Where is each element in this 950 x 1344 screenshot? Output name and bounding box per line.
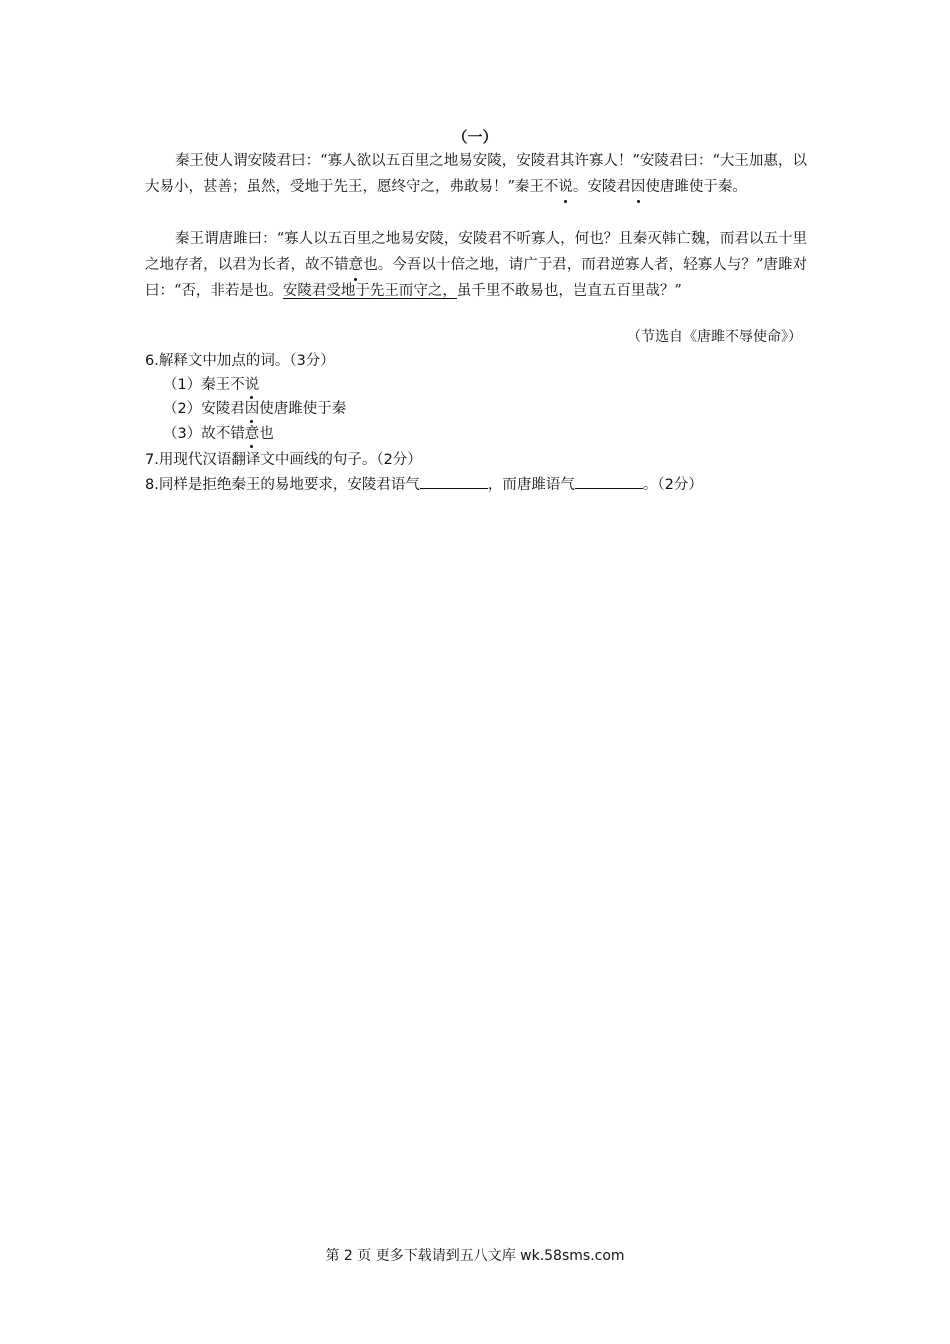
- question-8-text-b: ，而唐雎语气: [487, 477, 575, 493]
- dotted-word-yin: 因: [631, 174, 646, 200]
- question-8-text-a: 8.同样是拒绝秦王的易地要求，安陵君语气: [145, 477, 420, 493]
- question-6-item-1: [163, 374, 259, 396]
- para2-text-a: 秦王谓唐雎曰：“寡人以五百里之地易安陵，安陵君不听寡人，何也？且秦灭韩亡魏，而君以五十里之地存者，以君为长者，故不错: [145, 231, 807, 273]
- source-citation: （节选自《唐雎不辱使命》）: [627, 329, 802, 345]
- dotted-word-yi: 意: [349, 252, 364, 278]
- passage-paragraph-2: [145, 226, 807, 304]
- dotted-word: 因: [245, 398, 260, 420]
- underlined-sentence: 安陵君受地于先王而守之，: [282, 283, 457, 299]
- para2-text-b: 也。今吾以十倍之地，请广于君，而君逆寡人者，轻寡人与？”唐雎对曰：“否，非若是也。: [145, 257, 807, 299]
- para1-text-c: 使唐雎使于秦。: [645, 179, 747, 195]
- question-6-title: 6.解释文中加点的词。（3分）: [145, 353, 335, 369]
- item-text: 使唐雎使于秦: [259, 401, 347, 417]
- item-text: （2）安陵君: [163, 401, 245, 417]
- para1-text-b: 。安陵君: [572, 179, 631, 195]
- item-text: （3）故不错: [163, 426, 245, 442]
- answer-blank-2[interactable]: [575, 474, 643, 489]
- section-title: （一）: [452, 128, 498, 146]
- para1-text-a: 秦王使人谓安陵君曰：“寡人欲以五百里之地易安陵，安陵君其许寡人！”安陵君曰：“大王加惠，以大易小，甚善；虽然，受地于先王，愿终守之，弗敢易！”秦王不: [145, 153, 807, 195]
- question-8: [145, 474, 703, 496]
- question-7: 7.用现代汉语翻译文中画线的句子。（2分）: [145, 452, 422, 468]
- item-text: 也: [259, 426, 274, 442]
- item-text: （1）秦王不: [163, 377, 245, 393]
- passage-paragraph-1: [145, 148, 807, 200]
- para2-text-c: 虽千里不敢易也，岂直五百里哉？”: [456, 283, 682, 299]
- dotted-word: 说: [245, 374, 260, 396]
- page-footer: 第 2 页 更多下载请到五八文库 wk.58sms.com: [325, 1248, 625, 1264]
- answer-blank-1[interactable]: [420, 474, 488, 489]
- question-6-item-3: [163, 423, 274, 445]
- question-6-item-2: [163, 398, 346, 420]
- question-8-text-c: 。（2分）: [642, 477, 703, 493]
- dotted-word: 意: [245, 423, 260, 445]
- dotted-word-shuo: 说: [558, 174, 573, 200]
